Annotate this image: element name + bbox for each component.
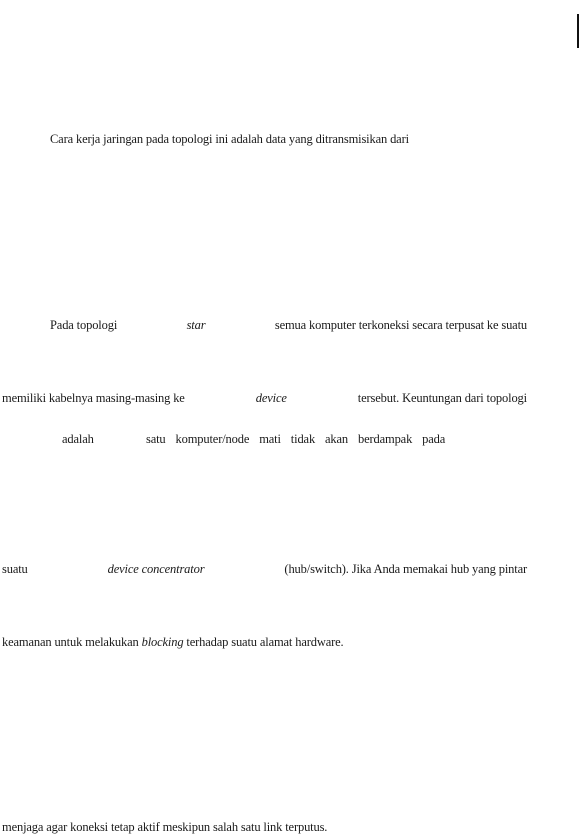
text-segment: semua komputer terkoneksi secara terpusat ke suatu (271, 318, 527, 332)
page-edge-mark (577, 14, 579, 48)
paragraph-line-3 (2, 390, 527, 406)
paragraph-line-2 (50, 317, 527, 333)
italic-term-blocking: blocking (141, 635, 184, 649)
text-segment: menjaga agar koneksi tetap aktif meskipun salah satu link terputus. (2, 820, 328, 834)
paragraph-line-1 (50, 131, 526, 147)
italic-term-device-concentrator: device concentrator (107, 562, 205, 576)
italic-term-star: star (186, 318, 206, 332)
paragraph-line-7 (2, 819, 327, 835)
text-segment: keamanan untuk melakukan (2, 635, 142, 649)
italic-term-device: device (255, 391, 287, 405)
text-segment: memiliki kabelnya masing-masing ke (2, 391, 188, 405)
text-segment: Cara kerja jaringan pada topologi ini adalah data yang ditransmisikan dari (50, 132, 409, 146)
paragraph-line-5 (2, 561, 527, 577)
text-segment: satu komputer/node mati tidak akan berdampak pada (146, 432, 446, 446)
paragraph-line-4-cont (146, 431, 527, 447)
text-segment: terhadap suatu alamat hardware. (183, 635, 344, 649)
text-segment: (hub/switch). Jika Anda memakai hub yang pintar (281, 562, 527, 576)
paragraph-line-4 (62, 431, 122, 447)
text-segment: adalah (62, 432, 94, 446)
paragraph-line-6 (2, 634, 344, 650)
text-segment: tersebut. Keuntungan dari topologi (354, 391, 527, 405)
text-segment: suatu (2, 562, 31, 576)
text-segment: Pada topologi (50, 318, 121, 332)
